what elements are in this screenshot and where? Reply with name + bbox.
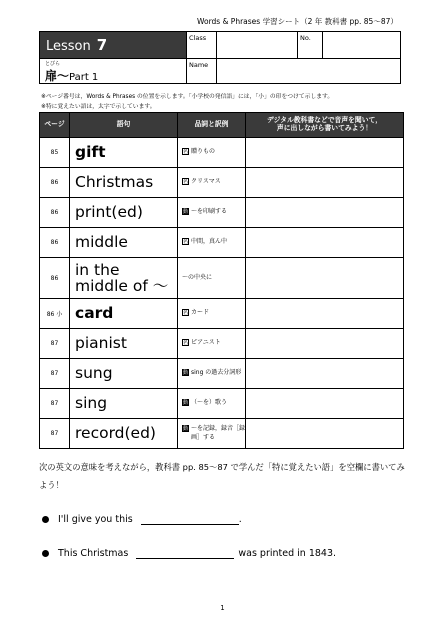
page-cell: 87 [40,419,70,449]
no-label: No. [300,34,311,42]
practice-writing-cell[interactable] [246,258,404,299]
page-cell: 87 [40,329,70,359]
pos-cell [178,228,246,258]
exercise-text-after: . [238,514,242,525]
verb-badge-icon: 動 [183,370,189,377]
gloss-text: クリスマス [191,178,221,186]
phrase-cell: pianist [70,329,178,359]
phrase-cell: print(ed) [70,198,178,228]
practice-writing-cell[interactable] [246,228,404,258]
table-header-row [40,113,404,138]
lesson-header-box [39,31,401,84]
title-main: 扉〜 [45,69,70,83]
practice-writing-cell[interactable] [246,198,404,228]
pos-cell [178,329,246,359]
noun-badge-icon: 名 [183,310,189,317]
practice-writing-cell[interactable] [246,299,404,329]
lesson-label: Lesson [46,39,91,54]
page-cell: 87 [40,359,70,389]
divider [216,58,217,83]
divider [216,32,217,58]
phrase-cell: gift [70,138,178,168]
gloss-text: sing の過去分詞形 [191,369,242,377]
pos-cell [178,359,246,389]
answer-blank-1[interactable] [141,513,239,525]
lesson-title [40,32,186,58]
page-cell: 86 小 [40,299,70,329]
exercise-instructions: 次の英文の意味を考えながら，教科書 pp. 85〜87 で学んだ「特に覚えたい語」を空欄に書いてみよう！ [39,462,405,490]
name-label: Name [189,61,209,69]
table-row [40,299,404,329]
page-cell: 86 [40,228,70,258]
gloss-text: ピアニスト [191,339,221,347]
phrase-cell: sing [70,389,178,419]
phrase-cell: record(ed) [70,419,178,449]
header-practice-line1: デジタル教科書などで音声を聞いて， [266,116,382,125]
noun-badge-icon: 名 [183,149,189,156]
gloss-text: 〜を記録，録音［録画］する [191,425,246,441]
page-number: 1 [220,604,225,612]
answer-blank-2[interactable] [136,547,234,559]
pos-cell [178,389,246,419]
gloss-text: 中間，真ん中 [191,238,228,246]
divider [297,32,298,58]
gloss-text: 〜の中央に [182,273,213,281]
note-page-numbers: ※ページ番号は，Words & Phrases の位置を示します。「小学校の発信語」には，「小」の印をつけて示します。 [41,94,334,100]
practice-writing-cell[interactable] [246,168,404,198]
gloss-text: 贈りもの [191,148,216,156]
noun-badge-icon: 名 [183,179,189,186]
phrase-cell: card [70,299,178,329]
exercise-text: I'll give you this [58,514,133,525]
name-field[interactable] [216,60,398,82]
pos-cell [178,168,246,198]
noun-badge-icon: 名 [183,239,189,246]
table-row [40,138,404,168]
verb-badge-icon: 動 [183,400,189,407]
lesson-subtitle [40,58,186,84]
header-practice [246,113,404,138]
table-row [40,329,404,359]
gloss-text: カード [191,309,210,317]
page-cell: 86 [40,198,70,228]
table-row [40,389,404,419]
phrase-cell: in the middle of 〜 [70,258,178,299]
table-row [40,168,404,198]
exercise-text: This Christmas [58,548,129,559]
verb-badge-icon: 動 [183,209,189,216]
divider [322,32,323,58]
bullet-icon [42,516,49,523]
header-page: ページ [40,113,70,138]
pos-cell [178,419,246,449]
page-cell: 86 [40,258,70,299]
practice-writing-cell[interactable] [246,419,404,449]
header-practice-line2: 声に出しながら書いてみよう！ [276,124,373,132]
table-row [40,258,404,299]
vocabulary-table [39,112,404,449]
noun-badge-icon: 名 [183,340,189,347]
table-row [40,359,404,389]
title-ruby: とびら [45,61,61,67]
exercise-item-2 [42,547,336,559]
verb-badge-icon: 動 [183,426,189,433]
exercise-text-after: was printed in 1843. [238,548,337,559]
practice-writing-cell[interactable] [246,329,404,359]
no-field[interactable] [324,34,398,56]
table-row [40,198,404,228]
class-field[interactable] [216,34,294,56]
phrase-cell: sung [70,359,178,389]
exercise-item-1 [42,513,242,525]
page-cell: 86 [40,168,70,198]
document-header: Words & Phrases 学習シート（2 年 教科書 pp. 85〜87） [197,17,398,26]
practice-writing-cell[interactable] [246,138,404,168]
note-bold-words: ※特に覚えたい語は，太字で示しています。 [41,104,156,110]
pos-cell [178,198,246,228]
class-label: Class [189,34,207,42]
pos-cell [178,258,246,299]
bullet-icon [42,550,49,557]
practice-writing-cell[interactable] [246,359,404,389]
phrase-cell: Christmas [70,168,178,198]
pos-cell [178,299,246,329]
phrase-cell: middle [70,228,178,258]
divider [186,58,400,59]
table-row [40,228,404,258]
table-row [40,419,404,449]
header-pos: 品詞と訳例 [178,113,246,138]
page-cell: 87 [40,389,70,419]
lesson-number: 7 [96,36,108,54]
header-phrase: 語句 [70,113,178,138]
title-part: Part 1 [69,72,99,83]
page-cell: 85 [40,138,70,168]
pos-cell [178,138,246,168]
gloss-text: （〜を）歌う [191,399,228,407]
gloss-text: 〜を印刷する [191,208,228,216]
practice-writing-cell[interactable] [246,389,404,419]
